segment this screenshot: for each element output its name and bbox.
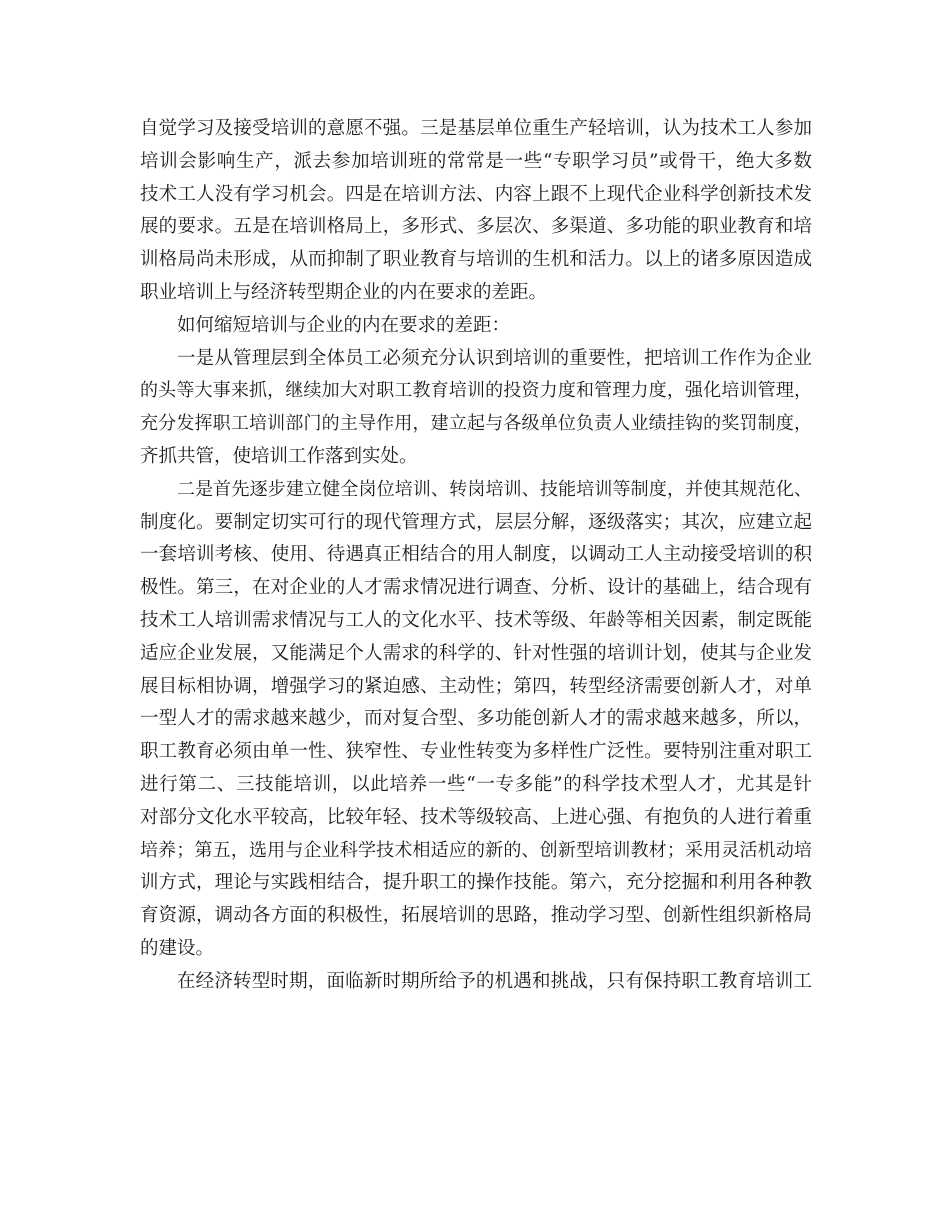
text-line: 培训会影响生产，派去参加培训班的常常是一些“专职学习员”或骨干，绝大多数	[140, 150, 812, 172]
text-line: 一型人才的需求越来越少，而对复合型、多功能创新人才的需求越来越多，所以，	[140, 708, 812, 730]
text-line: 极性。第三，在对企业的人才需求情况进行调查、分析、设计的基础上，结合现有	[140, 577, 812, 599]
text-line: 制度化。要制定切实可行的现代管理方式，层层分解，逐级落实；其次，应建立起	[140, 511, 812, 533]
text-line: 的头等大事来抓，继续加大对职工教育培训的投资力度和管理力度，强化培训管理，	[140, 380, 812, 402]
text-line: 展的要求。五是在培训格局上，多形式、多层次、多渠道、多功能的职业教育和培	[140, 216, 812, 238]
text-line: 对部分文化水平较高，比较年轻、技术等级较高、上进心强、有抱负的人进行着重	[140, 806, 812, 828]
text-line: 技术工人培训需求情况与工人的文化水平、技术等级、年龄等相关因素，制定既能	[140, 609, 812, 631]
text-line: 技术工人没有学习机会。四是在培训方法、内容上跟不上现代企业科学创新技术发	[140, 183, 812, 205]
text-line: 进行第二、三技能培训，以此培养一些“一专多能”的科学技术型人才，尤其是针	[140, 773, 812, 795]
text-line: 一套培训考核、使用、待遇真正相结合的用人制度，以调动工人主动接受培训的积	[140, 544, 812, 566]
text-line: 一是从管理层到全体员工必须充分认识到培训的重要性，把培训工作作为企业	[177, 347, 812, 369]
text-line: 的建设。	[140, 937, 215, 959]
text-line: 育资源，调动各方面的积极性，拓展培训的思路，推动学习型、创新性组织新格局	[140, 905, 812, 927]
text-line: 培养；第五，选用与企业科学技术相适应的新的、创新型培训教材；采用灵活机动培	[140, 839, 812, 861]
text-line: 职工教育必须由单一性、狭窄性、专业性转变为多样性广泛性。要特别注重对职工	[140, 741, 812, 763]
text-line: 二是首先逐步建立健全岗位培训、转岗培训、技能培训等制度，并使其规范化、	[177, 478, 812, 500]
text-line: 在经济转型时期，面临新时期所给予的机遇和挑战，只有保持职工教育培训工	[177, 970, 812, 992]
text-line: 训格局尚未形成，从而抑制了职业教育与培训的生机和活力。以上的诸多原因造成	[140, 249, 812, 271]
text-line: 充分发挥职工培训部门的主导作用，建立起与各级单位负责人业绩挂钩的奖罚制度，	[140, 413, 812, 435]
document-body	[140, 113, 812, 999]
text-line: 齐抓共管，使培训工作落到实处。	[140, 445, 418, 467]
text-line: 自觉学习及接受培训的意愿不强。三是基层单位重生产轻培训，认为技术工人参加	[140, 118, 812, 139]
paragraph-heading: 如何缩短培训与企业的内在要求的差距：	[177, 314, 511, 336]
text-line: 适应企业发展，又能满足个人需求的科学的、针对性强的培训计划，使其与企业发	[140, 642, 812, 664]
text-line: 训方式，理论与实践相结合，提升职工的操作技能。第六，充分挖掘和利用各种教	[140, 872, 812, 894]
text-line: 展目标相协调，增强学习的紧迫感、主动性；第四，转型经济需要创新人才，对单	[140, 675, 812, 697]
text-line: 职业培训上与经济转型期企业的内在要求的差距。	[140, 281, 548, 303]
